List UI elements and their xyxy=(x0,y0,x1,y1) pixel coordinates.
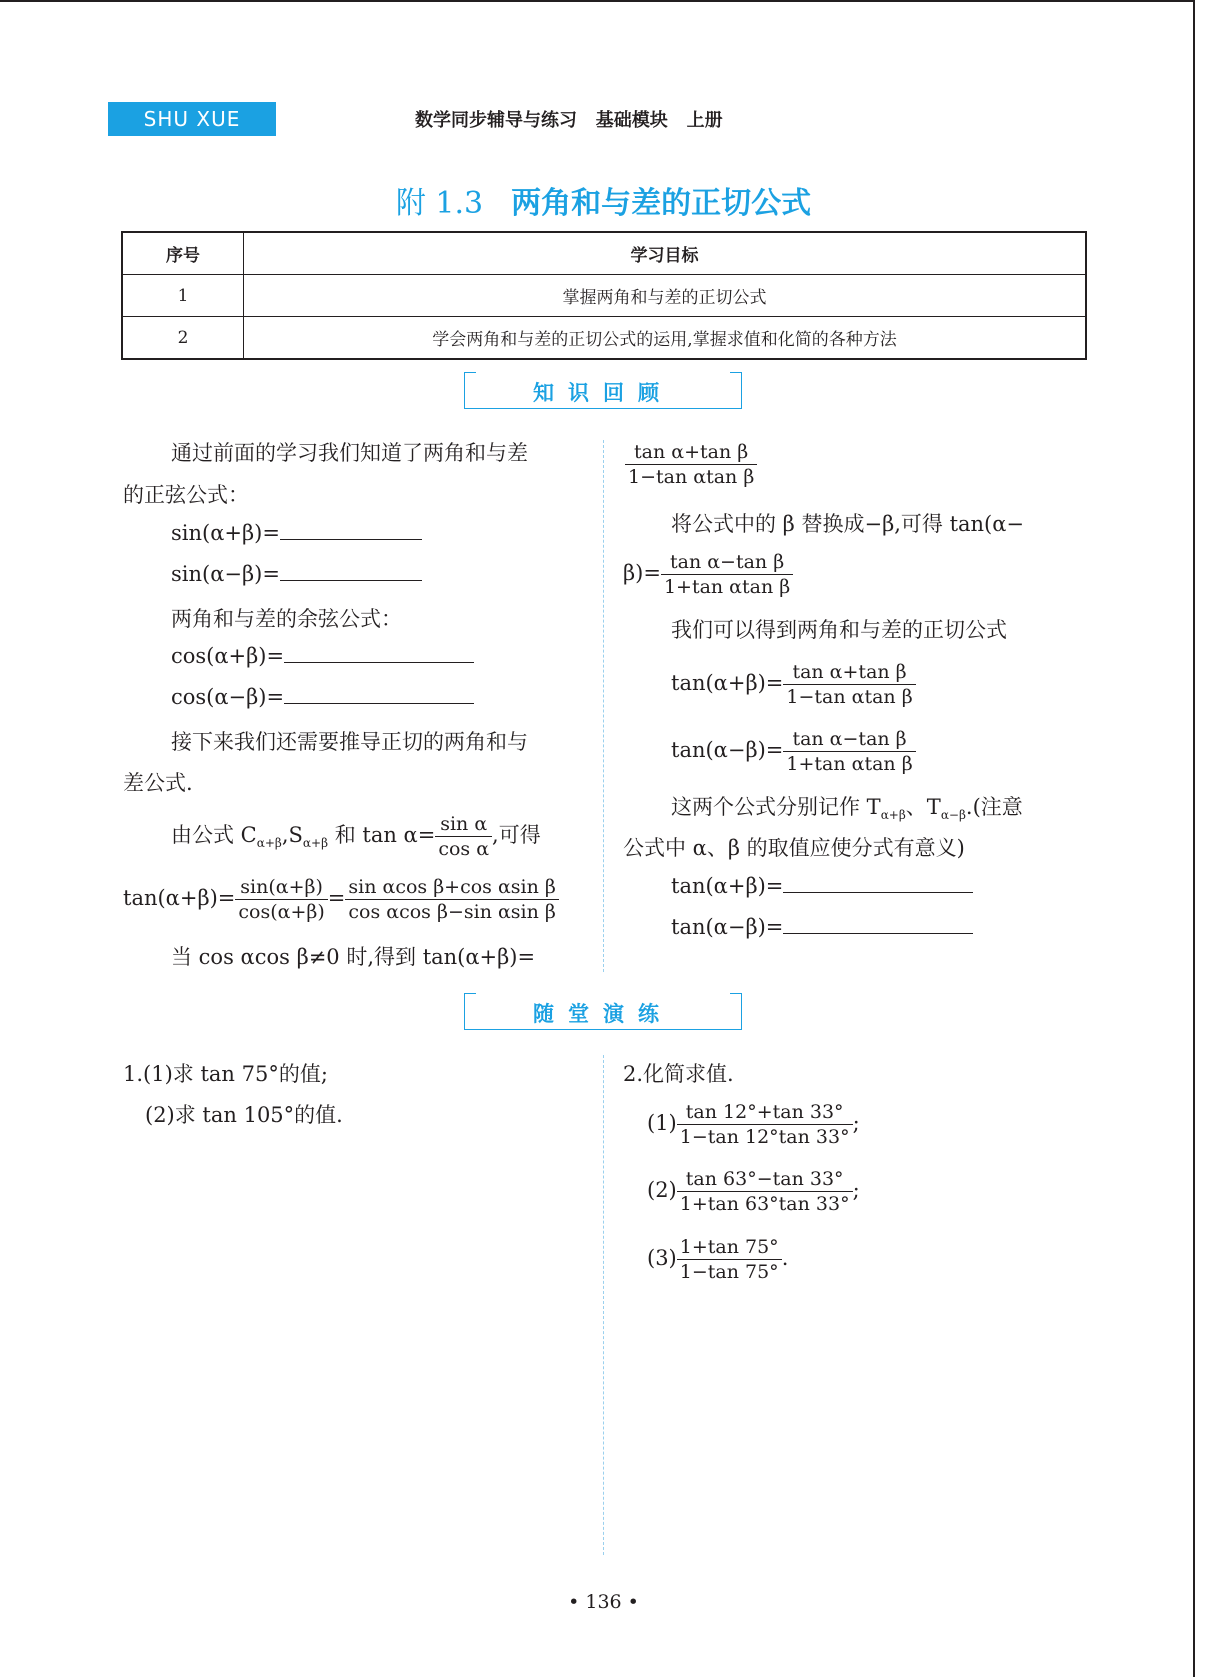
fraction: $\frac{\tan 63^\circ-\tan 33^\circ}{1+\tan 63^\circ\tan 33^\circ}$ xyxy=(677,1167,853,1216)
left-paragraph: 接下来我们还需要推导正切的两角和与 xyxy=(171,730,528,754)
section-label: 知识回顾 xyxy=(533,381,673,405)
exercise-2-title: 2.化简求值. xyxy=(623,1062,734,1086)
row-index: 2 xyxy=(122,317,244,360)
fraction: $\frac{\text{tan α−tan β}}{\text{1+tan αtan β}}$ xyxy=(661,550,793,599)
fraction: $\frac{\tan 12^\circ+\tan 33^\circ}{1-\tan 12^\circ\tan 33^\circ}$ xyxy=(677,1100,853,1149)
left-paragraph: 通过前面的学习我们知道了两角和与差 xyxy=(171,441,528,465)
series-title: 数学同步辅导与练习 基础模块 上册 xyxy=(415,110,723,131)
left-paragraph: 两角和与差的余弦公式： xyxy=(171,607,402,631)
tan-plus-formula: tan(α+β)= $\frac{\text{tan α+tan β}}{\text{1−tan αtan β}}$ xyxy=(671,660,916,709)
column-header-goal: 学习目标 xyxy=(244,232,1087,275)
fraction-continuation xyxy=(625,440,757,489)
sin-plus-line: sin(α+β)= xyxy=(171,521,422,545)
section-title: 两角和与差的正切公式 xyxy=(511,186,812,221)
row-goal: 掌握两角和与差的正切公式 xyxy=(244,275,1087,317)
fraction: $\frac{\text{sin αcos β+cos αsin β}}{\text{cos αcos β−sin αsin β}}$ xyxy=(345,875,559,924)
page-title xyxy=(0,178,1207,222)
column-divider xyxy=(603,1055,604,1555)
right-paragraph: 公式中 α、β 的取值应使分式有意义) xyxy=(623,836,965,860)
fraction: $\frac{\text{tan α+tan β}}{\text{1−tan αtan β}}$ xyxy=(625,440,757,489)
section-number: 附 1.3 xyxy=(395,186,484,221)
cos-minus-line: cos(α−β)= xyxy=(171,685,474,709)
row-goal: 学会两角和与差的正切公式的运用,掌握求值和化简的各种方法 xyxy=(244,317,1087,360)
left-paragraph: 当 cos αcos β≠0 时,得到 tan(α+β)= xyxy=(171,945,536,969)
notation-line: 这两个公式分别记作 $T_{\alpha+\beta}$、$T_{\alpha-\beta}$.(注意 xyxy=(671,795,1023,823)
sin-minus-line: sin(α−β)= xyxy=(171,562,422,586)
exercise-2-item-2: (2) $\frac{\tan 63^\circ-\tan 33^\circ}{1+\tan 63^\circ\tan 33^\circ}$ ; xyxy=(647,1168,860,1215)
exercise-2-item-1: (1) $\frac{\tan 12^\circ+\tan 33^\circ}{1-\tan 12^\circ\tan 33^\circ}$ ; xyxy=(647,1101,860,1148)
table-row xyxy=(122,317,1086,360)
table-row xyxy=(122,275,1086,317)
section-header-review xyxy=(464,372,742,410)
fill-blank[interactable] xyxy=(783,915,973,934)
right-paragraph: 我们可以得到两角和与差的正切公式 xyxy=(671,618,1007,642)
left-paragraph: 的正弦公式： xyxy=(123,483,249,507)
subject-tag: SHU XUE xyxy=(108,102,276,136)
fill-blank[interactable] xyxy=(280,521,422,540)
row-index: 1 xyxy=(122,275,244,317)
derivation-equation: tan(α+β)= $\frac{\sin(\alpha+\beta)}{\cos(\alpha+\beta)}$ = $\frac{\text{sin αcos β+cos αsin β}}{\text{cos αcos β−sin αsin β}}$ xyxy=(123,875,559,924)
fill-blank[interactable] xyxy=(284,644,474,663)
fraction: $\frac{\text{tan α−tan β}}{\text{1+tan αtan β}}$ xyxy=(783,727,915,776)
fraction: $\frac{\sin(\alpha+\beta)}{\cos(\alpha+\beta)}$ xyxy=(235,875,327,924)
exercise-2-item-3: (3) $\frac{1+\tan 75^\circ}{1-\tan 75^\circ}$ . xyxy=(647,1236,789,1283)
left-paragraph: 差公式. xyxy=(123,771,193,795)
right-paragraph: 将公式中的 β 替换成−β,可得 tan(α− xyxy=(671,512,1025,536)
table-header-row xyxy=(122,232,1086,275)
tan-minus-formula: tan(α−β)= $\frac{\text{tan α−tan β}}{\text{1+tan αtan β}}$ xyxy=(671,727,916,776)
fill-blank[interactable] xyxy=(280,562,422,581)
learning-goals-table xyxy=(121,231,1087,360)
section-label: 随堂演练 xyxy=(533,1002,673,1026)
fraction: $\frac{1+\tan 75^\circ}{1-\tan 75^\circ}$ xyxy=(677,1235,782,1284)
exercise-1-part-2: (2)求 tan 105°的值. xyxy=(145,1103,343,1127)
minus-formula-line: β)= $\frac{\text{tan α−tan β}}{\text{1+tan αtan β}}$ xyxy=(623,550,793,599)
page-border-right xyxy=(1193,0,1195,1677)
tan-plus-blank-line: tan(α+β)= xyxy=(671,874,973,898)
cos-plus-line: cos(α+β)= xyxy=(171,644,474,668)
section-header-practice xyxy=(464,993,742,1031)
fraction: $\frac{\text{tan α+tan β}}{\text{1−tan αtan β}}$ xyxy=(783,660,915,709)
fill-blank[interactable] xyxy=(284,685,474,704)
fraction: $\frac{\text{sin α}}{\text{cos α}}$ xyxy=(435,812,492,861)
exercise-1-part-1: 1.(1)求 tan 75°的值; xyxy=(123,1062,328,1086)
formula-intro-line: 由公式 $C_{\alpha+\beta},S_{\alpha+\beta}$ 和 tan α= $\frac{\text{sin α}}{\text{cos α}}$ ,可得 xyxy=(171,813,541,860)
fill-blank[interactable] xyxy=(783,874,973,893)
column-header-index: 序号 xyxy=(122,232,244,275)
page-number: • 136 • xyxy=(568,1591,639,1613)
tan-minus-blank-line: tan(α−β)= xyxy=(671,915,973,939)
page-border-top xyxy=(0,0,1195,2)
column-divider xyxy=(603,440,604,972)
